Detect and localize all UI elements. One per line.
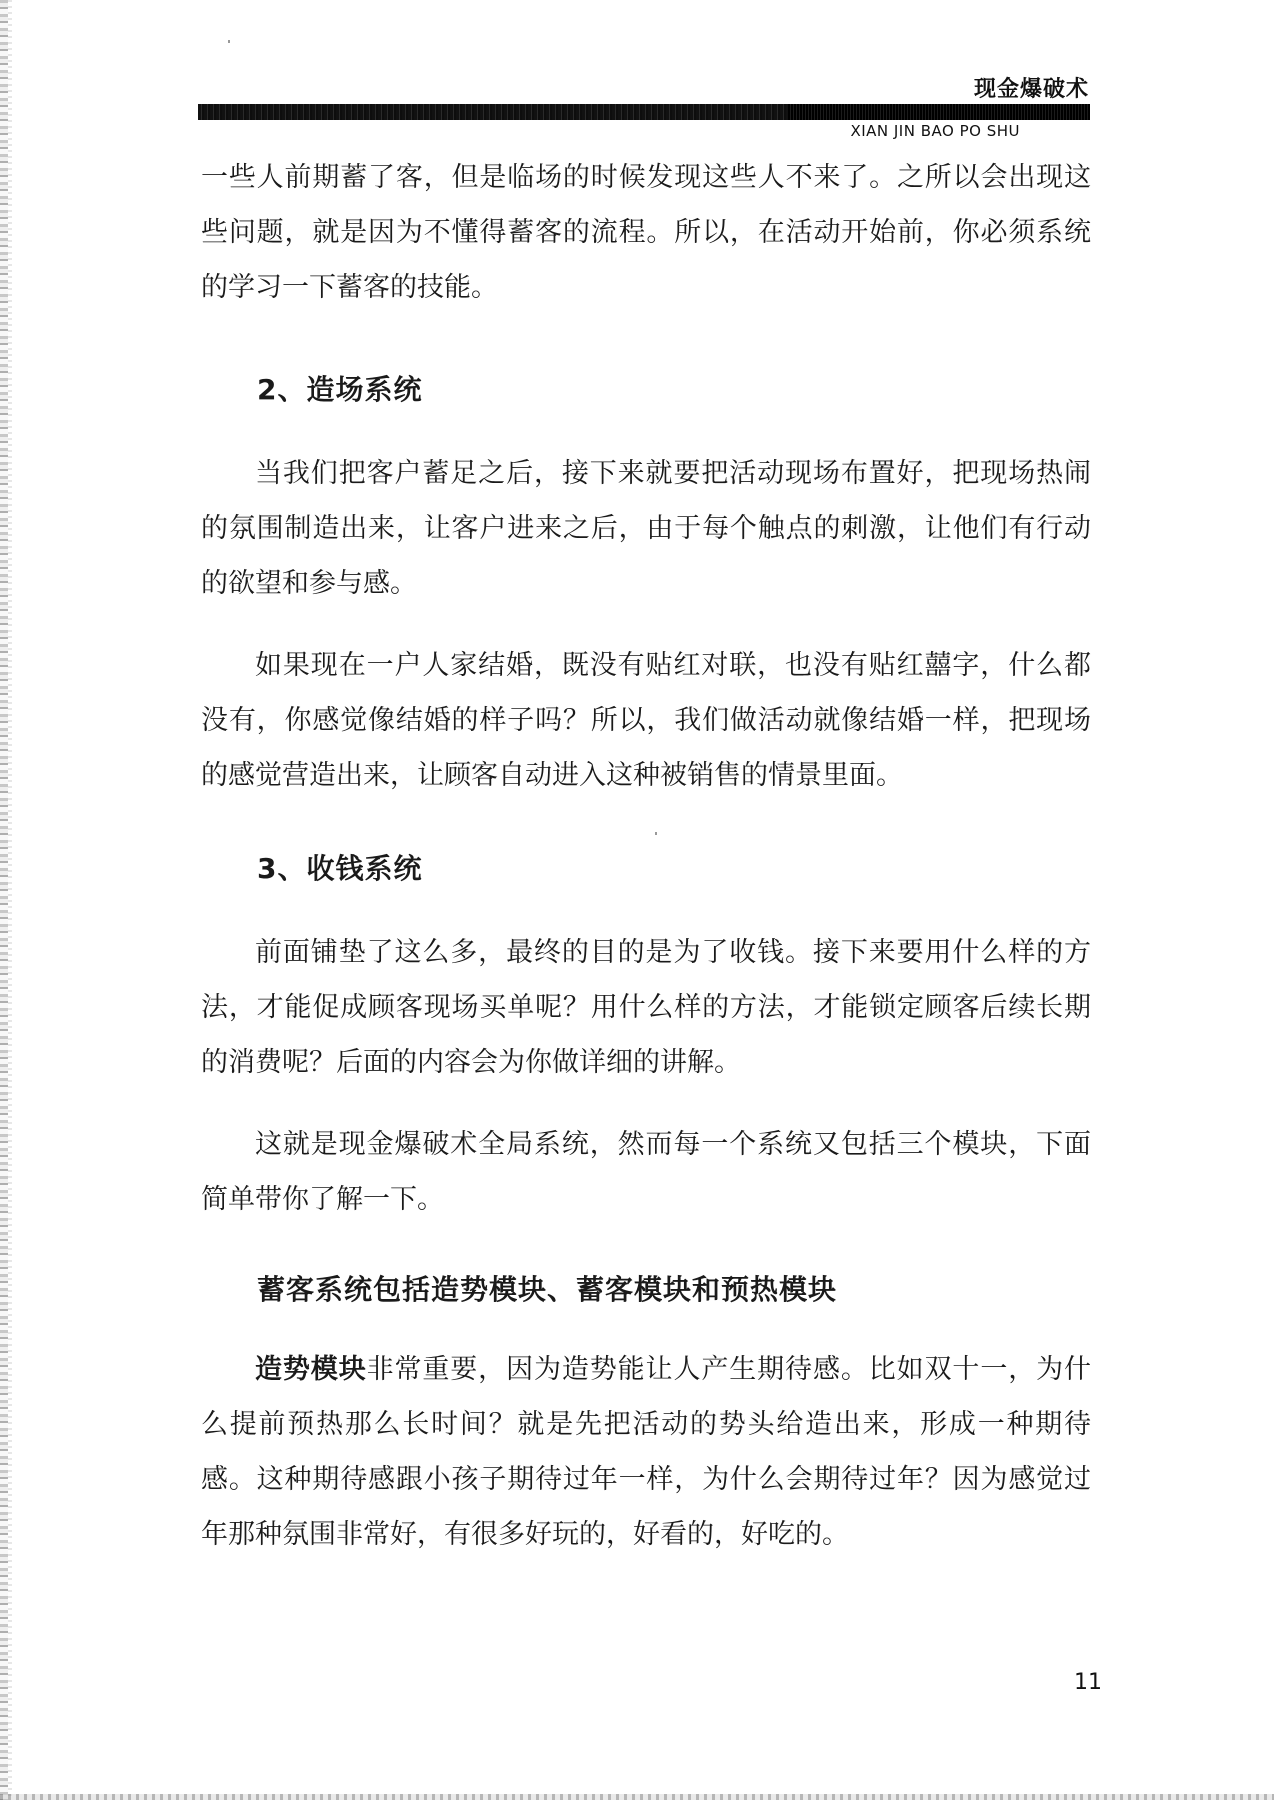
paragraph-2: 当我们把客户蓄足之后，接下来就要把活动现场布置好，把现场热闹的氛围制造出来，让客户进来之后，由于每个触点的刺激，让他们有行动的欲望和参与感。 [201,458,1091,599]
page-number: 11 [1074,1670,1102,1695]
running-header-subtitle: XIAN JIN BAO PO SHU [850,122,1020,140]
section-heading-3: 3、收钱系统 [257,852,423,885]
paragraph-5: 这就是现金爆破术全局系统，然而每一个系统又包括三个模块，下面简单带你了解一下。 [201,1129,1091,1215]
scan-edge-bottom-artifact [0,1794,1274,1800]
section-heading-2: 2、造场系统 [257,373,423,406]
running-header-title: 现金爆破术 [973,77,1089,102]
subsection-heading: 蓄客系统包括造势模块、蓄客模块和预热模块 [257,1273,838,1306]
paragraph-6-text: 非常重要，因为造势能让人产生期待感。比如双十一，为什么提前预热那么长时间？就是先把活动的势头给造出来，形成一种期待感。这种期待感跟小孩子期待过年一样，为什么会期待过年？因为感觉过年那种氛围非常好，有很多好玩的，好看的，好吃的。 [201,1354,1092,1550]
scan-edge-artifact [0,0,8,1800]
paragraph-4: 前面铺垫了这么多，最终的目的是为了收钱。接下来要用什么样的方法，才能促成顾客现场买单呢？用什么样的方法，才能锁定顾客后续长期的消费呢？后面的内容会为你做详细的讲解。 [201,937,1091,1078]
paragraph-6-bold-term: 造势模块 [255,1354,367,1385]
scan-edge-artifact-inner [8,0,12,1800]
scan-speck [228,40,230,43]
paragraph-3: 如果现在一户人家结婚，既没有贴红对联，也没有贴红囍字，什么都没有，你感觉像结婚的样子吗？所以，我们做活动就像结婚一样，把现场的感觉营造出来，让顾客自动进入这种被销售的情景里面。 [201,650,1091,791]
paragraph-6 [201,1342,1091,1562]
header-rule-bar [198,104,1090,120]
scan-speck [655,832,657,835]
paragraph-1: 一些人前期蓄了客，但是临场的时候发现这些人不来了。之所以会出现这些问题，就是因为不懂得蓄客的流程。所以，在活动开始前，你必须系统的学习一下蓄客的技能。 [201,162,1091,303]
